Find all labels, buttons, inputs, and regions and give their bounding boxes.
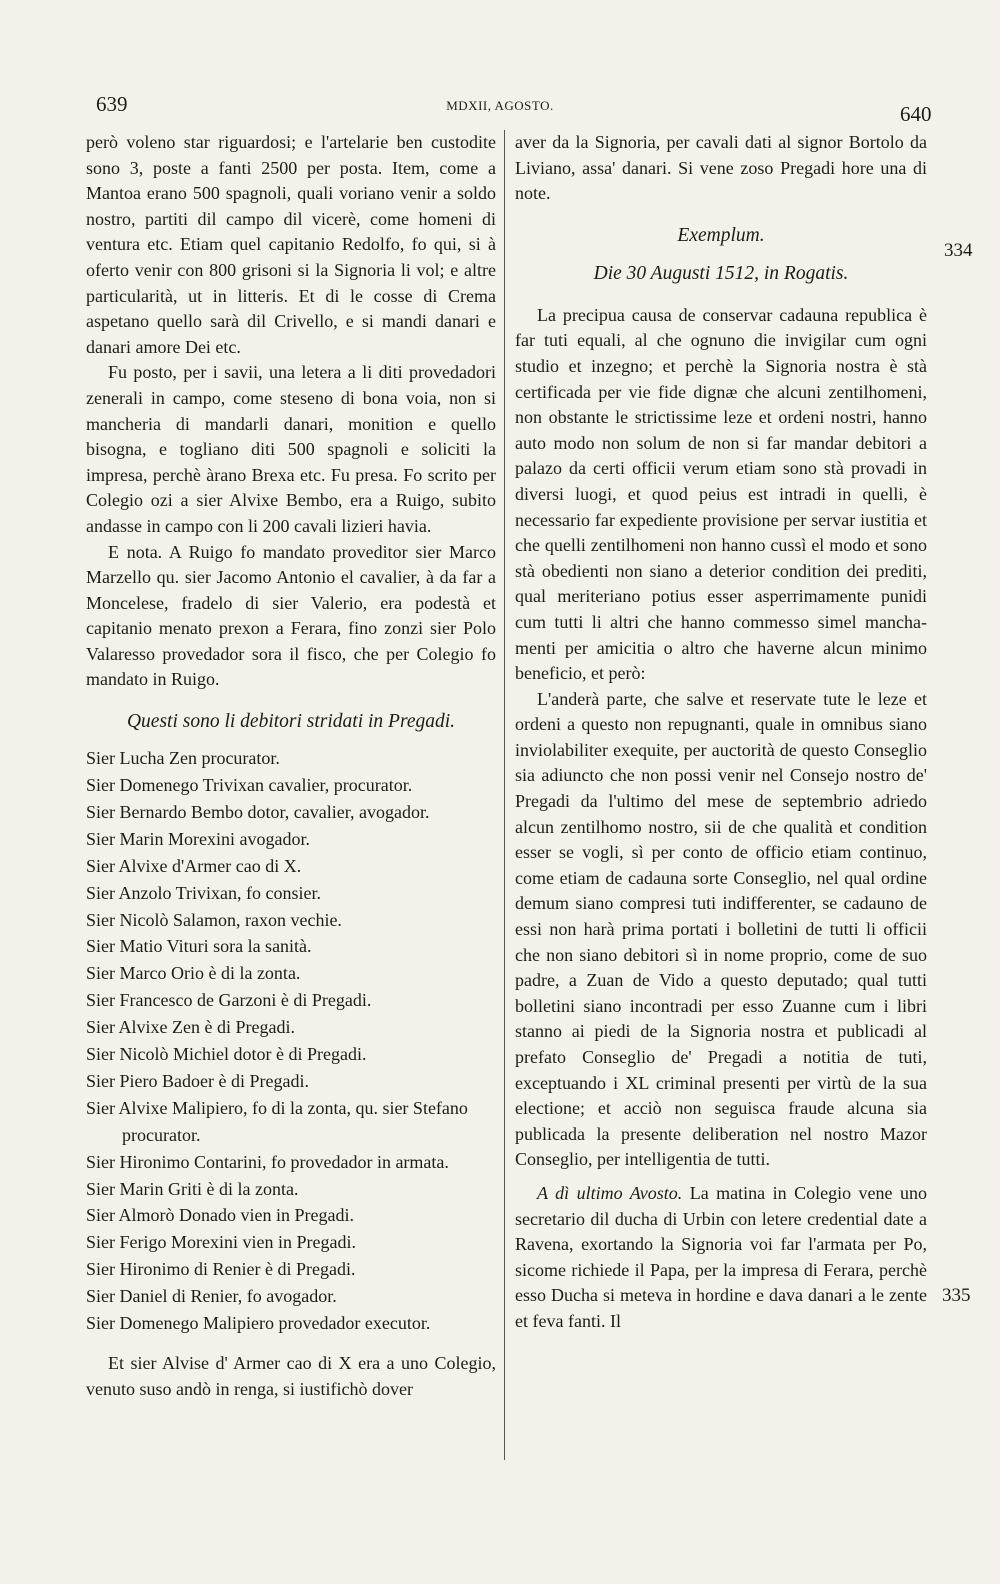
spacer	[515, 289, 927, 303]
debtors-list	[86, 745, 496, 1337]
final-paragraph-body: La matina in Colegio vene uno secretario dil ducha di Urbin con letere credential date a Ravena, exortando la Signoria voi far l'armata per Po, sicome richiede il Papa, per la impresa di Ferara, perchè esso Ducha si meteva in hordine e dava danari a le zente et feva fanti. Il	[515, 1182, 927, 1331]
left-paragraph-2: Fu posto, per i savii, una letera a li diti provedadori zenerali in campo, come steseno di bona voia, non si mancheria di mandarli danari, monition e quello bisogna, e togliano diti 500 spagnoli e soliciti la impresa, perchè àrano Brexa etc. Fu presa. Fo scrito per Colegio ozi a sier Alvixe Bembo, era a Ruigo, subito andasse in campo con li 200 cavali lizieri havia.	[86, 362, 496, 536]
list-item: Sier Marco Orio è di la zonta.	[86, 963, 301, 984]
left-paragraph-3: E nota. A Ruigo fo mandato proveditor sier Marco Marzello qu. sier Jacomo Antonio el cavalier, à da far a Moncelese, fradelo di sier Valerio, era podestà et capitanio menato prexon a Ferara, fino zonzi sier Polo Valaresso provedador sora il fisco, che per Colegio fo mandato in Ruigo.	[86, 541, 496, 690]
final-paragraph	[515, 1181, 927, 1335]
left-column	[86, 130, 496, 1402]
right-opening-paragraph: aver da la Signoria, per cavali dati al signor Bortolo da Liviano, assa' danari. Si vene zoso Pregadi hore una di note.	[515, 132, 927, 204]
final-paragraph-lead: A dì ultimo Avosto.	[537, 1182, 683, 1203]
list-item: Sier Domenego Malipiero provedador executor.	[86, 1313, 431, 1334]
list-item: Sier Marin Morexini avogador.	[86, 828, 310, 849]
spacer	[515, 207, 927, 221]
list-item: Sier Bernardo Bembo dotor, cavalier, avogador.	[86, 801, 430, 822]
list-item: Sier Almorò Donado vien in Pregadi.	[86, 1205, 354, 1226]
date-heading: Die 30 Augusti 1512, in Rogatis.	[593, 262, 849, 284]
list-item: Sier Marin Griti è di la zonta.	[86, 1178, 299, 1199]
list-item: Sier Hironimo Contarini, fo provedador in armata.	[86, 1151, 449, 1172]
list-item: Sier Nicolò Salamon, raxon vechie.	[86, 909, 342, 930]
exemplum-heading: Exemplum.	[677, 224, 765, 246]
column-divider	[504, 130, 505, 1460]
list-item: Sier Piero Badoer è di Pregadi.	[86, 1070, 309, 1091]
spacer	[86, 693, 496, 707]
list-item: Sier Anzolo Trivixan, fo consier.	[86, 882, 321, 903]
right-column	[515, 130, 927, 1335]
list-item: Sier Nicolò Michiel dotor è di Pregadi.	[86, 1044, 367, 1065]
decree-paragraph-1: La precipua causa de conservar cadauna republica è far tuti equali, al che ognuno die invigilar cum ogni studio et inzegno; et perchè la Signoria nostra è stà certificada per vie fide dignæ che alcuni zentilhomeni, non obstante le strictissime leze et ordeni nostri, hanno auto modo non solum de non si far mandar debitori a palazo da certi officii verum etiam sono stà provadi in diversi luogi, et quod peius est intradi in quelli, è necessario far expediente provisione per servar iustitia et che quelli zentilhomeni non hanno cussì el modo et sono stà obedienti non siano a deterior condition dei prediti, qual meriteriano potius esser asperrimamente punidi cum tutti li altri che hanno commesso simel manchamenti per amicitia o altro che haverne alcun minimo beneficio, et però:	[515, 304, 927, 684]
spacer	[86, 1337, 496, 1351]
left-page-number: 639	[96, 92, 128, 116]
list-item: Sier Lucha Zen procurator.	[86, 748, 280, 769]
right-page-number: 640	[900, 102, 932, 126]
list-item: Sier Alvixe Malipiero, fo di la zonta, qu. sier Stefano	[86, 1097, 468, 1118]
debtors-list-heading: Questi sono li debitori stridati in Pregadi.	[126, 711, 456, 733]
running-title: MDXII, AGOSTO.	[446, 98, 554, 113]
margin-number-334: 334	[944, 240, 973, 261]
list-item: Sier Daniel di Renier, fo avogador.	[86, 1286, 337, 1307]
left-paragraph-1: però voleno star riguardosi; e l'artelarie ben custodite sono 3, poste a fanti 2500 per posta. Item, come a Mantoa erano 500 spagnoli, quali voriano venir a soldo nostro, partiti dil campo dil vicerè, come homeni di ventura etc. Etiam quel capitanio Redolfo, fo qui, si à oferto venir con 800 grisoni si la Signoria li vol; e altre particularità, ut in litteris. Et di le cosse di Crema aspetano quello sarà dil Crivello, e si mandi danari e danari amore Dei etc.	[86, 132, 496, 357]
list-item: Sier Matio Vituri sora la sanità.	[86, 936, 312, 957]
list-item: Sier Domenego Trivixan cavalier, procurator.	[86, 774, 413, 795]
left-closing-paragraph: Et sier Alvise d' Armer cao di X era a uno Colegio, venuto suso andò in renga, si iustifichò dover	[86, 1353, 496, 1399]
list-item: Sier Alvixe Zen è di Pregadi.	[86, 1017, 295, 1038]
margin-number-335: 335	[942, 1285, 971, 1306]
list-item: Sier Hironimo di Renier è di Pregadi.	[86, 1259, 356, 1280]
spacer	[515, 251, 927, 259]
list-item: Sier Ferigo Morexini vien in Pregadi.	[86, 1232, 356, 1253]
list-item: Sier Francesco de Garzoni è di Pregadi.	[86, 990, 372, 1011]
spacer	[515, 1173, 927, 1181]
decree-paragraph-2: L'anderà parte, che salve et reservate tute le leze et ordeni a questo non repugnanti, quale in omnibus siano inviolabiliter exequite, per auctorità de questo Conseglio sia adiuncto che non possi venir nel Consejo nostro de' Pregadi da l'ultimo del mese de septembrio adriedo alcun zentilhomo nostro, sii de che qualità et condition esser se vogli, sì per conto de officio etiam continuo, come etiam de cadauna sorte Conseglio, nel qual ordine demum siano compresi tuti indifferenter, se cadauno de essi non harà prima portati i bolletini de tutti li officii che non siano debitori sì in nome proprio, come de suo padre, a Zuan de Vido a questo deputado; qual tutti bolletini siano incontradi per esso Zuanne cum i libri stanno ai piedi de la Signoria nostra et publicadi al prefato Conseglio de' Pregadi a notitia de tuti, exceptuando i XL criminal presenti per virtù de la sua electione; et acciò non seguisca fraude alcuna sia publicada la presente deliberation nel nostro Mazor Conseglio, per intelligentia de tutti.	[515, 688, 927, 1170]
list-item-continuation: procurator.	[122, 1124, 201, 1145]
spacer	[86, 737, 496, 745]
list-item: Sier Alvixe d'Armer cao di X.	[86, 855, 302, 876]
